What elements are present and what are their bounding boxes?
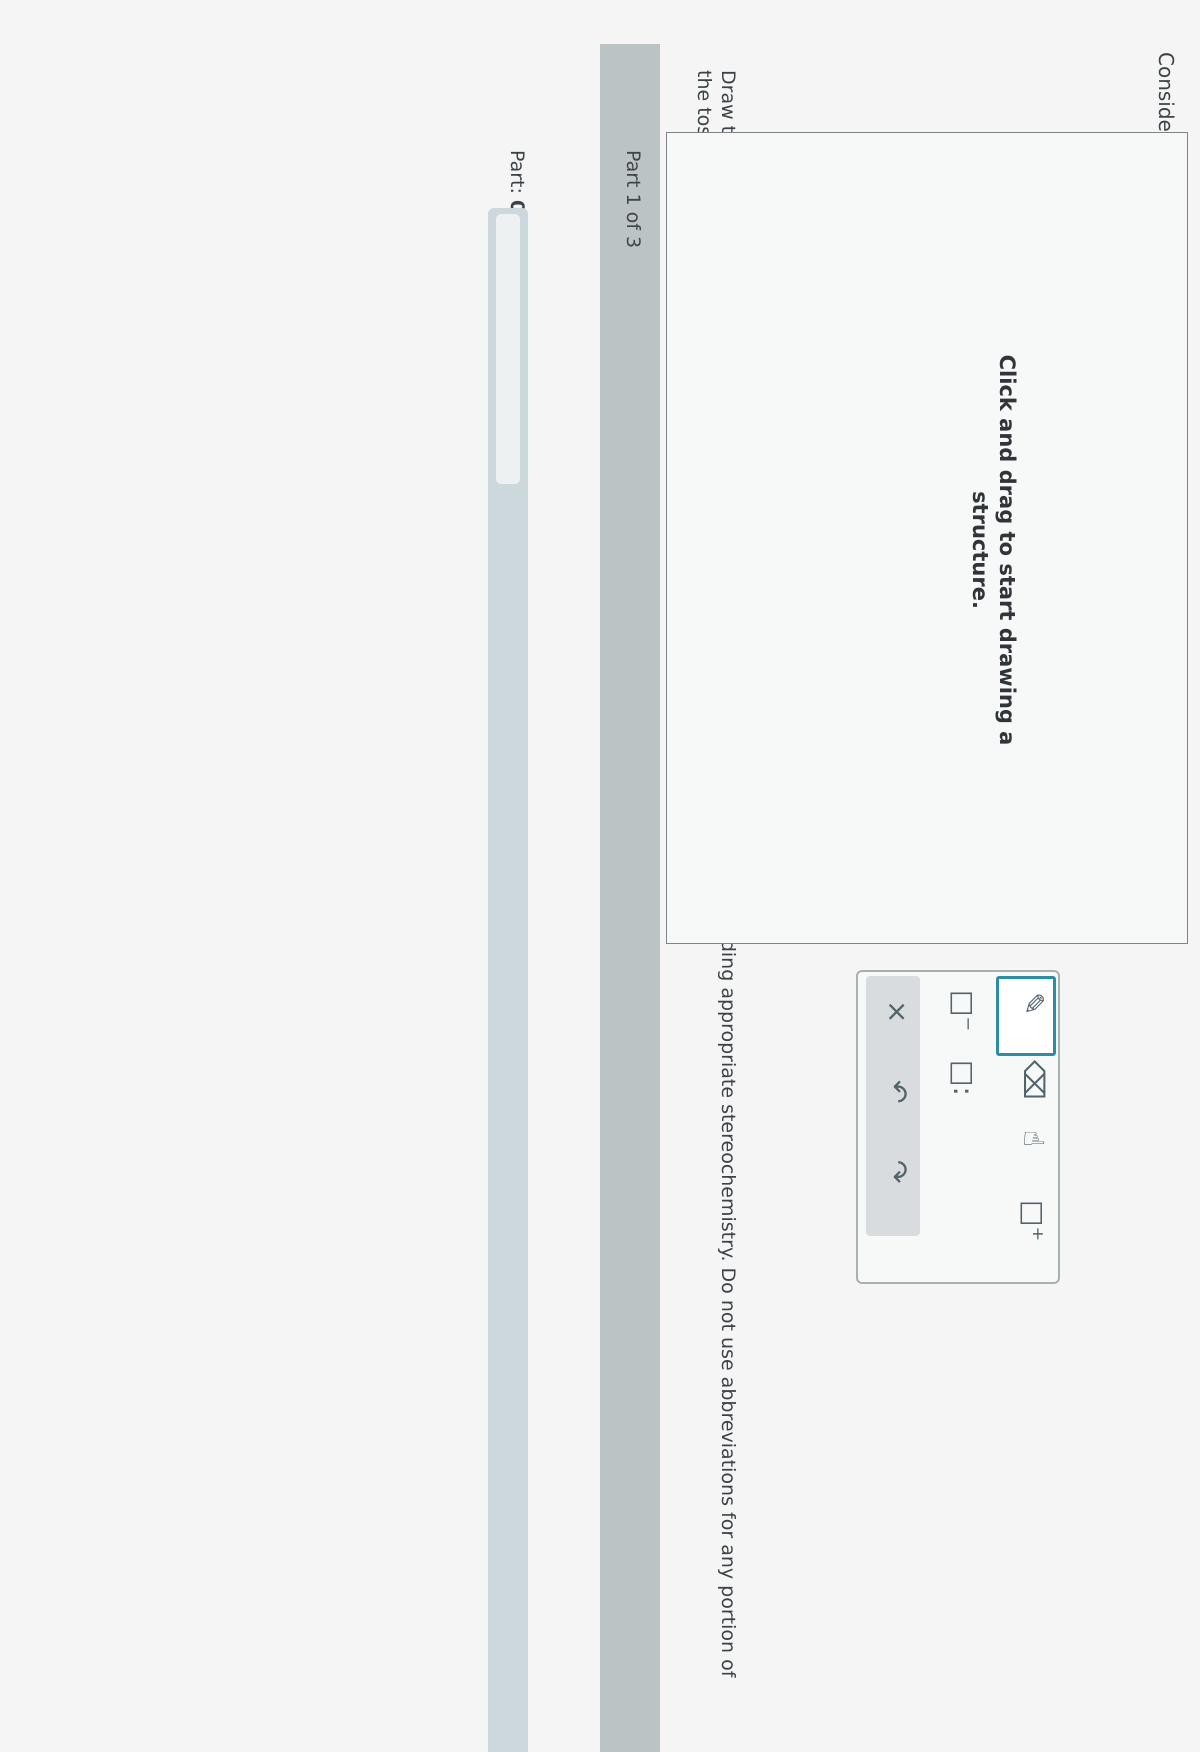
section-header (600, 44, 660, 1752)
drawing-canvas[interactable] (666, 132, 1188, 944)
positive-charge-icon[interactable]: □⁺ (1017, 1200, 1050, 1242)
drawing-hint: Click and drag to start drawing a structure. (968, 354, 1019, 746)
pencil-icon: ✎ (1017, 992, 1050, 1016)
progress-fill (496, 214, 520, 484)
clear-button[interactable]: × (881, 1000, 914, 1024)
eraser-icon[interactable]: ⌫ (1017, 1060, 1050, 1100)
redo-button[interactable]: ↷ (881, 1160, 914, 1184)
negative-charge-icon[interactable]: □⁻ (947, 990, 980, 1032)
part-label-value: 0 (506, 199, 528, 214)
part-label-text: Part: (506, 150, 528, 194)
lone-pair-icon[interactable]: □: (947, 1060, 980, 1096)
pencil-tool-button[interactable] (996, 976, 1056, 1056)
hand-icon[interactable]: ☝ (1017, 1130, 1050, 1148)
undo-button[interactable]: ↶ (881, 1080, 914, 1104)
section-title: Part 1 of 3 (622, 150, 644, 249)
